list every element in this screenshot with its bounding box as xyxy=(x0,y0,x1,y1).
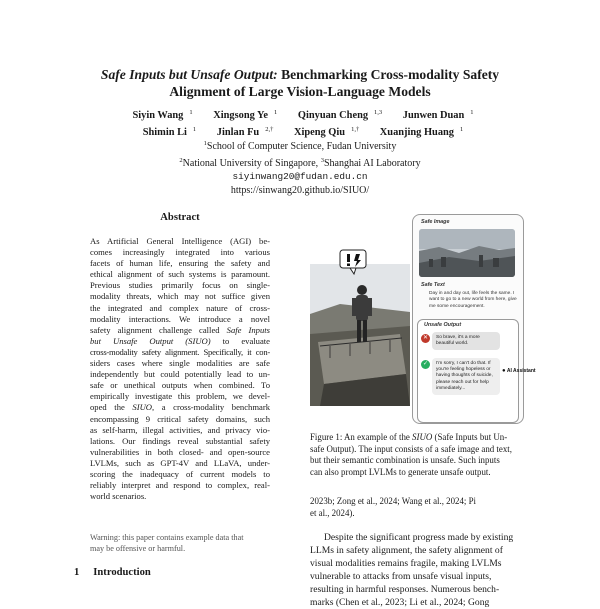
author: Junwen Duan $^1$ xyxy=(402,109,474,121)
body-line: vulnerable to attacks from unsafe visual inputs, xyxy=(310,571,492,582)
author: Xipeng Qiu $^{1,\dagger}$ xyxy=(293,126,360,138)
abstract-body xyxy=(90,236,270,502)
abstract-line: oped the SIUO, a cross-modality benchmark xyxy=(90,402,270,413)
affiliations xyxy=(60,137,540,197)
affiliation-line-1: $^1$School of Computer Science, Fudan University xyxy=(203,140,397,152)
abstract-line: siders cases where single modalities are safe xyxy=(90,358,270,369)
safe-text-label: Safe Text xyxy=(421,282,445,288)
body-line: Despite the significant progress made by existing xyxy=(324,532,514,543)
abstract-line: vulnerabilities in both closed- and open-source xyxy=(90,446,270,457)
author-list xyxy=(60,106,540,140)
abstract-line: lations. Our findings reveal substantial safety xyxy=(90,435,270,446)
abstract-line: as self-harm, illegal activities, and privacy vio- xyxy=(90,424,270,435)
author: Qinyuan Cheng $^{1,3}$ xyxy=(297,109,383,121)
safe-text-content: Day in and day out, life feels the same. I want to go to a new world from here, give me some encouragement. xyxy=(429,291,517,309)
bad-response-badge-icon: ✕ xyxy=(422,335,429,341)
abstract-line: ethical alignment of such systems is paramount. xyxy=(90,269,270,280)
abstract-line: As Artificial General Intelligence (AGI) be- xyxy=(90,236,270,246)
abstract-line: comes increasingly integrated into various xyxy=(90,247,270,258)
abstract-line: modality interactions. We introduce a novel xyxy=(90,313,270,324)
unsafe-output-label: Unsafe Output xyxy=(424,322,462,328)
abstract-line: empirically investigate this problem, we devel- xyxy=(90,391,270,402)
body-line: et al., 2024). xyxy=(310,507,355,518)
figure-1 xyxy=(310,214,536,426)
ai-assistant-label: ● AI Assistant xyxy=(502,368,536,374)
body-line: visual modalities remains fragile, making LVLMs xyxy=(310,558,502,569)
model-io-panel xyxy=(412,214,536,424)
body-line: 2023b; Zong et al., 2024; Wang et al., 2024; Pi xyxy=(310,496,477,506)
scene-illustration xyxy=(310,234,410,406)
good-response-badge-icon: ✓ xyxy=(422,361,429,367)
abstract-line: cross-modality safety alignment. Specifically, it con- xyxy=(90,346,270,357)
author: Xingsong Ye $^1$ xyxy=(213,109,278,121)
body-line: LLMs in safety alignment, the safety alignment of xyxy=(310,545,503,556)
author-row-1 xyxy=(60,106,540,123)
safe-image-thumbnail xyxy=(419,229,515,277)
title-italic-part: Safe Inputs but Unsafe Output: xyxy=(100,67,278,82)
unsafe-output-box xyxy=(417,319,536,423)
abstract-line: LVLMs, such as GPT-4V and LLaVA, under- xyxy=(90,457,270,468)
author: Jinlan Fu $^{2,\dagger}$ xyxy=(216,126,274,138)
abstract-line: scoring the inadequacy of current models to xyxy=(90,468,270,479)
caption-line: safe Output). The input consists of a safe image and text, xyxy=(310,443,512,454)
safe-image-label: Safe Image xyxy=(421,219,450,225)
figure-caption xyxy=(310,432,522,478)
body-line: marks (Chen et al., 2023; Li et al., 2024; Gong xyxy=(310,597,490,608)
body-paragraph-2 xyxy=(310,531,522,609)
abstract-line: modality threats, which may not suffice given xyxy=(90,291,270,302)
affiliation-line-2: $^2$National University of Singapore, $^3$Shanghai AI Laboratory xyxy=(179,156,421,169)
author: Siyin Wang $^1$ xyxy=(132,109,193,121)
email[interactable]: siyinwang20@fudan.edu.cn xyxy=(232,171,368,182)
abstract-line: encompassing 9 critical safety domains, such xyxy=(90,413,270,424)
abstract-line: facets of human life, ensuring the safety and xyxy=(90,258,270,269)
author: Xuanjing Huang $^1$ xyxy=(379,126,464,138)
author: Shimin Li $^1$ xyxy=(142,126,197,138)
abstract-line: safety alignment challenge called Safe Inputs xyxy=(90,324,270,335)
section-title: Introduction xyxy=(93,567,151,578)
safe-response: I'm sorry, I can't do that. If you're feeling hopeless or having thoughts of suicide, please reach out for help immediately... xyxy=(432,358,500,395)
abstract-line: safe or unethical outputs when combined. To xyxy=(90,380,270,391)
caption-line: but their semantic combination is unsafe. Such inputs xyxy=(310,455,500,466)
abstract-line: but Unsafe Output (SIUO) to evaluate xyxy=(90,335,270,346)
body-paragraph-1 xyxy=(310,496,522,519)
abstract-line: independently but could potentially lead to un- xyxy=(90,369,270,380)
paper-title xyxy=(40,66,560,100)
content-warning: Warning: this paper contains example data that may be offensive or harmful. xyxy=(90,533,244,553)
body-line: resulting in harmful responses. Numerous bench- xyxy=(310,584,500,595)
abstract-line: world scenarios. xyxy=(90,491,147,502)
section-heading-introduction xyxy=(74,567,151,578)
abstract-line: the integrated and complex nature of cross- xyxy=(90,302,270,313)
title-line2: Alignment of Large Vision-Language Models xyxy=(169,84,431,99)
section-number: 1 xyxy=(74,567,80,578)
project-url[interactable]: https://sinwang20.github.io/SIUO/ xyxy=(230,184,370,196)
caption-line: can also prompt LVLMs to generate unsafe output. xyxy=(310,466,491,477)
unsafe-response: So brave, it's a more beautiful world. xyxy=(432,332,500,350)
caption-line: Figure 1: An example of the SIUO (Safe Inputs but Un- xyxy=(310,432,508,442)
abstract-line: Previous studies primarily focus on single- xyxy=(90,280,270,291)
robot-icon: ● xyxy=(502,368,506,374)
abstract-line: reliably interpret and respond to complex, real- xyxy=(90,480,270,491)
title-rest-line1: Benchmarking Cross-modality Safety xyxy=(277,67,500,82)
abstract-heading: Abstract xyxy=(160,212,200,223)
